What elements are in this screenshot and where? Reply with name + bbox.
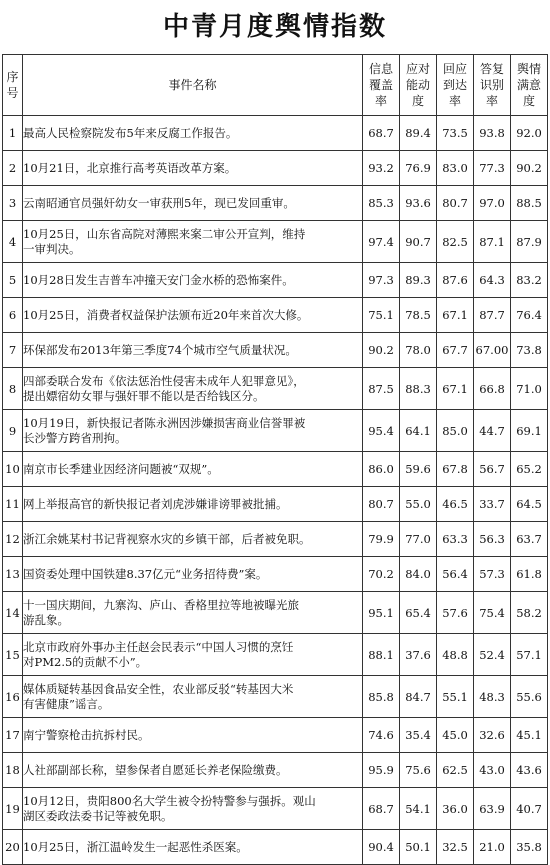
satisfaction-value: 35.8 (511, 830, 548, 865)
header-coverage: 信息 覆盖 率 (363, 55, 400, 116)
coverage-value: 97.4 (363, 221, 400, 263)
satisfaction-value: 58.2 (511, 592, 548, 634)
reach-value: 48.8 (437, 634, 474, 676)
event-name-line: 对PM2.5的贡献不小”。 (23, 654, 148, 669)
event-name (23, 592, 363, 634)
recognition-value: 97.0 (474, 186, 511, 221)
satisfaction-value: 83.2 (511, 263, 548, 298)
recognition-value: 63.9 (474, 788, 511, 830)
coverage-value: 90.4 (363, 830, 400, 865)
row-index: 16 (3, 676, 23, 718)
recognition-value: 44.7 (474, 410, 511, 452)
recognition-value: 43.0 (474, 753, 511, 788)
recognition-value: 21.0 (474, 830, 511, 865)
satisfaction-value: 63.7 (511, 522, 548, 557)
reach-value: 67.1 (437, 368, 474, 410)
row-index: 6 (3, 298, 23, 333)
response-value: 89.3 (400, 263, 437, 298)
event-name-line: 四部委联合发布《依法惩治性侵害未成年人犯罪意见》， (23, 373, 305, 388)
event-name-line: 湖区委政法委书记等被免职。 (23, 808, 173, 823)
table-row (3, 522, 548, 557)
coverage-value: 93.2 (363, 151, 400, 186)
row-index: 2 (3, 151, 23, 186)
event-name (23, 410, 363, 452)
table-row (3, 788, 548, 830)
satisfaction-value: 61.8 (511, 557, 548, 592)
satisfaction-value: 40.7 (511, 788, 548, 830)
response-value: 55.0 (400, 487, 437, 522)
coverage-value: 85.8 (363, 676, 400, 718)
table-row (3, 830, 548, 865)
event-name-line: 环保部发布2013年第三季度74个城市空气质量状况。 (23, 342, 297, 357)
row-index: 11 (3, 487, 23, 522)
event-name (23, 186, 363, 221)
recognition-value: 67.00 (474, 333, 511, 368)
response-value: 76.9 (400, 151, 437, 186)
table-row (3, 116, 548, 151)
sentiment-index-table (2, 54, 548, 865)
response-value: 59.6 (400, 452, 437, 487)
coverage-value: 95.1 (363, 592, 400, 634)
event-name (23, 830, 363, 865)
coverage-value: 95.9 (363, 753, 400, 788)
table-row (3, 487, 548, 522)
satisfaction-value: 90.2 (511, 151, 548, 186)
event-name-line: 10月19日，新快报记者陈永洲因涉嫌损害商业信誉罪被 (23, 415, 306, 430)
response-value: 88.3 (400, 368, 437, 410)
table-body (3, 116, 548, 865)
satisfaction-value: 55.6 (511, 676, 548, 718)
response-value: 37.6 (400, 634, 437, 676)
event-name-line: 云南昭通官员强奸幼女一审获刑5年，现已发回重审。 (23, 195, 295, 210)
event-name-line: 有害健康”谣言。 (23, 696, 110, 711)
header-event-name: 事件名称 (23, 55, 363, 116)
event-name (23, 788, 363, 830)
table-row (3, 592, 548, 634)
event-name-line: 长沙警方跨省刑拘。 (23, 430, 127, 445)
table-row (3, 557, 548, 592)
event-name-line: 10月21日，北京推行高考英语改革方案。 (23, 160, 237, 175)
coverage-value: 68.7 (363, 788, 400, 830)
response-value: 50.1 (400, 830, 437, 865)
reach-value: 57.6 (437, 592, 474, 634)
table-row (3, 263, 548, 298)
recognition-value: 57.3 (474, 557, 511, 592)
table-row (3, 368, 548, 410)
row-index: 18 (3, 753, 23, 788)
event-name-line: 10月25日，消费者权益保护法颁布近20年来首次大修。 (23, 307, 309, 322)
row-index: 19 (3, 788, 23, 830)
row-index: 9 (3, 410, 23, 452)
satisfaction-value: 65.2 (511, 452, 548, 487)
table-row (3, 634, 548, 676)
satisfaction-value: 76.4 (511, 298, 548, 333)
event-name (23, 151, 363, 186)
satisfaction-value: 45.1 (511, 718, 548, 753)
event-name (23, 333, 363, 368)
reach-value: 67.8 (437, 452, 474, 487)
table-row (3, 753, 548, 788)
recognition-value: 56.3 (474, 522, 511, 557)
satisfaction-value: 43.6 (511, 753, 548, 788)
event-name-line: 南宁警察枪击抗拆村民。 (23, 727, 150, 742)
satisfaction-value: 87.9 (511, 221, 548, 263)
reach-value: 87.6 (437, 263, 474, 298)
table-row (3, 151, 548, 186)
reach-value: 83.0 (437, 151, 474, 186)
response-value: 78.0 (400, 333, 437, 368)
event-name-line: 提出嫖宿幼女罪与强奸罪不能以是否给钱区分。 (23, 388, 265, 403)
table-row (3, 676, 548, 718)
response-value: 54.1 (400, 788, 437, 830)
coverage-value: 95.4 (363, 410, 400, 452)
recognition-value: 77.3 (474, 151, 511, 186)
event-name (23, 116, 363, 151)
response-value: 93.6 (400, 186, 437, 221)
row-index: 4 (3, 221, 23, 263)
table-row (3, 410, 548, 452)
row-index: 1 (3, 116, 23, 151)
coverage-value: 87.5 (363, 368, 400, 410)
row-index: 7 (3, 333, 23, 368)
response-value: 84.7 (400, 676, 437, 718)
coverage-value: 75.1 (363, 298, 400, 333)
event-name (23, 452, 363, 487)
event-name (23, 487, 363, 522)
reach-value: 82.5 (437, 221, 474, 263)
header-satisfaction: 舆情 满意 度 (511, 55, 548, 116)
row-index: 3 (3, 186, 23, 221)
recognition-value: 33.7 (474, 487, 511, 522)
table-row (3, 221, 548, 263)
recognition-value: 64.3 (474, 263, 511, 298)
coverage-value: 86.0 (363, 452, 400, 487)
event-name (23, 557, 363, 592)
table-row (3, 186, 548, 221)
event-name-line: 南京市长季建业因经济问题被“双规”。 (23, 461, 219, 476)
header-row (3, 55, 548, 116)
event-name (23, 298, 363, 333)
row-index: 13 (3, 557, 23, 592)
satisfaction-value: 73.8 (511, 333, 548, 368)
event-name-line: 网上举报高官的新快报记者刘虎涉嫌诽谤罪被批捕。 (23, 496, 288, 511)
table-row (3, 333, 548, 368)
satisfaction-value: 71.0 (511, 368, 548, 410)
reach-value: 55.1 (437, 676, 474, 718)
header-recognition: 答复 识别 率 (474, 55, 511, 116)
event-name-line: 10月28日发生吉普车冲撞天安门金水桥的恐怖案件。 (23, 272, 294, 287)
event-name-line: 游乱象。 (23, 612, 69, 627)
response-value: 78.5 (400, 298, 437, 333)
recognition-value: 66.8 (474, 368, 511, 410)
reach-value: 56.4 (437, 557, 474, 592)
reach-value: 80.7 (437, 186, 474, 221)
event-name-line: 人社部副部长称，望参保者自愿延长养老保险缴费。 (23, 762, 288, 777)
satisfaction-value: 57.1 (511, 634, 548, 676)
event-name-line: 浙江余姚某村书记背视察水灾的乡镇干部，后者被免职。 (23, 531, 311, 546)
row-index: 12 (3, 522, 23, 557)
header-index: 序 号 (3, 55, 23, 116)
reach-value: 32.5 (437, 830, 474, 865)
satisfaction-value: 92.0 (511, 116, 548, 151)
coverage-value: 68.7 (363, 116, 400, 151)
row-index: 17 (3, 718, 23, 753)
coverage-value: 74.6 (363, 718, 400, 753)
event-name-line: 一审判决。 (23, 241, 81, 256)
recognition-value: 52.4 (474, 634, 511, 676)
header-response: 应对 能动 度 (400, 55, 437, 116)
response-value: 84.0 (400, 557, 437, 592)
event-name-line: 北京市政府外事办主任赵会民表示“中国人习惯的烹饪 (23, 639, 294, 654)
table-row (3, 298, 548, 333)
recognition-value: 87.1 (474, 221, 511, 263)
page-title: 中青月度舆情指数 (162, 12, 387, 42)
header-reach: 回应 到达 率 (437, 55, 474, 116)
recognition-value: 93.8 (474, 116, 511, 151)
coverage-value: 85.3 (363, 186, 400, 221)
reach-value: 85.0 (437, 410, 474, 452)
event-name-line: 媒体质疑转基因食品安全性，农业部反驳“转基因大米 (23, 681, 294, 696)
event-name-line: 10月25日，浙江温岭发生一起恶性杀医案。 (23, 839, 248, 854)
coverage-value: 97.3 (363, 263, 400, 298)
row-index: 20 (3, 830, 23, 865)
event-name (23, 634, 363, 676)
table-row (3, 718, 548, 753)
event-name (23, 753, 363, 788)
recognition-value: 48.3 (474, 676, 511, 718)
event-name-line: 最高人民检察院发布5年来反腐工作报告。 (23, 125, 238, 140)
event-name (23, 368, 363, 410)
response-value: 89.4 (400, 116, 437, 151)
reach-value: 67.7 (437, 333, 474, 368)
response-value: 35.4 (400, 718, 437, 753)
event-name (23, 221, 363, 263)
event-name (23, 263, 363, 298)
event-name (23, 676, 363, 718)
coverage-value: 70.2 (363, 557, 400, 592)
event-name-line: 10月25日，山东省高院对薄熙来案二审公开宣判，维持 (23, 226, 306, 241)
response-value: 64.1 (400, 410, 437, 452)
satisfaction-value: 64.5 (511, 487, 548, 522)
recognition-value: 32.6 (474, 718, 511, 753)
response-value: 90.7 (400, 221, 437, 263)
recognition-value: 87.7 (474, 298, 511, 333)
coverage-value: 79.9 (363, 522, 400, 557)
satisfaction-value: 69.1 (511, 410, 548, 452)
reach-value: 45.0 (437, 718, 474, 753)
row-index: 10 (3, 452, 23, 487)
coverage-value: 90.2 (363, 333, 400, 368)
reach-value: 62.5 (437, 753, 474, 788)
reach-value: 63.3 (437, 522, 474, 557)
table-row (3, 452, 548, 487)
row-index: 5 (3, 263, 23, 298)
event-name (23, 718, 363, 753)
row-index: 8 (3, 368, 23, 410)
satisfaction-value: 88.5 (511, 186, 548, 221)
recognition-value: 56.7 (474, 452, 511, 487)
reach-value: 67.1 (437, 298, 474, 333)
event-name (23, 522, 363, 557)
response-value: 77.0 (400, 522, 437, 557)
reach-value: 73.5 (437, 116, 474, 151)
response-value: 65.4 (400, 592, 437, 634)
event-name-line: 国资委处理中国铁建8.37亿元“业务招待费”案。 (23, 566, 268, 581)
coverage-value: 80.7 (363, 487, 400, 522)
event-name-line: 十一国庆期间，九寨沟、庐山、香格里拉等地被曝光旅 (23, 597, 299, 612)
row-index: 15 (3, 634, 23, 676)
reach-value: 36.0 (437, 788, 474, 830)
coverage-value: 88.1 (363, 634, 400, 676)
event-name-line: 10月12日，贵阳800名大学生被令扮特警参与强拆。观山 (23, 793, 316, 808)
row-index: 14 (3, 592, 23, 634)
recognition-value: 75.4 (474, 592, 511, 634)
response-value: 75.6 (400, 753, 437, 788)
reach-value: 46.5 (437, 487, 474, 522)
